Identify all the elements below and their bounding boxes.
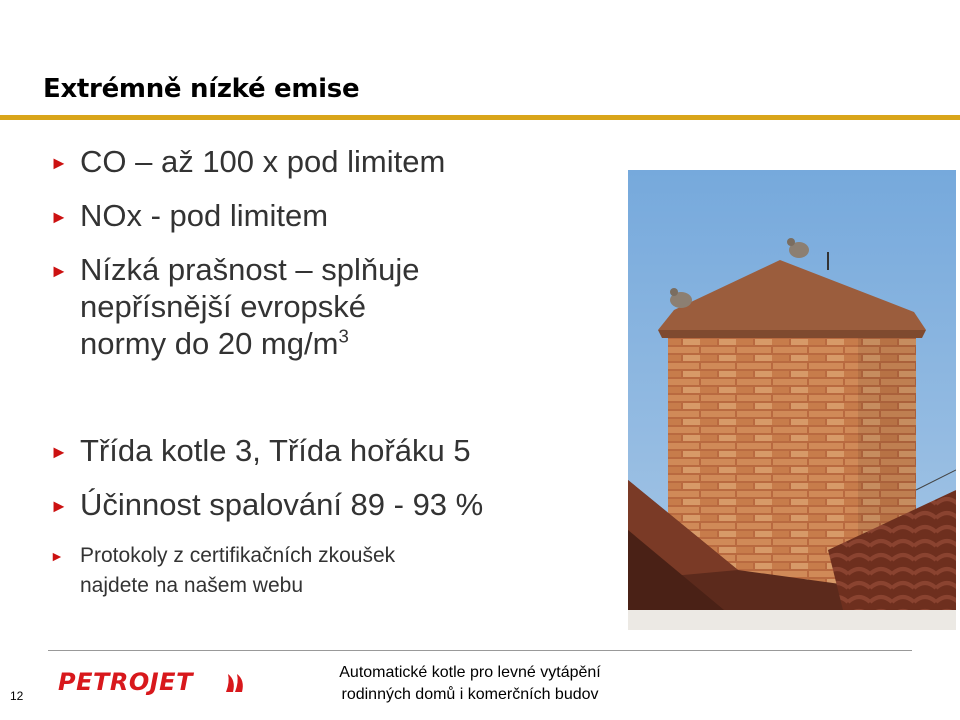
title-underline-bar (0, 115, 960, 120)
bullet-text: NOx - pod limitem (80, 198, 329, 233)
company-logo: PETROJET (58, 668, 193, 696)
logo-flame-icon (224, 672, 250, 694)
footer-divider (48, 650, 912, 651)
bullet-arrow-icon: ► (50, 496, 68, 516)
superscript: 3 (338, 325, 349, 347)
bullet-item (48, 251, 608, 362)
bullet-text-line: najdete na našem webu (80, 574, 303, 597)
page-number: 12 (10, 689, 24, 703)
bullet-text-fragment: normy do 20 mg/m (80, 326, 339, 361)
bullet-item (48, 541, 608, 601)
bullet-item (48, 432, 608, 469)
bullet-item (48, 197, 608, 234)
footer-tagline-line: rodinných domů i komerčních budov (341, 686, 599, 703)
bullet-list (48, 143, 608, 601)
bullet-text-line: Protokoly z certifikačních zkoušek (80, 544, 396, 567)
bullet-text-line (80, 325, 608, 362)
bullet-arrow-icon: ► (50, 153, 68, 173)
bullet-item (48, 143, 608, 180)
slide-title: Extrémně nízké emise (43, 74, 360, 104)
footer-tagline (300, 662, 640, 706)
bullet-text-line: nepřísnější evropské (80, 289, 367, 324)
footer-tagline-line: Automatické kotle pro levné vytápění (339, 664, 601, 681)
bullet-arrow-icon: ► (50, 548, 64, 564)
bullet-text: CO – až 100 x pod limitem (80, 144, 446, 179)
bullet-arrow-icon: ► (50, 442, 68, 462)
bullet-text-line: Nízká prašnost – splňuje (80, 252, 420, 287)
chimney-photo (628, 170, 956, 630)
bullet-arrow-icon: ► (50, 261, 68, 281)
bullet-arrow-icon: ► (50, 207, 68, 227)
bullet-item (48, 486, 608, 523)
bullet-text: Účinnost spalování 89 - 93 % (80, 487, 484, 522)
bullet-text: Třída kotle 3, Třída hořáku 5 (80, 433, 471, 468)
